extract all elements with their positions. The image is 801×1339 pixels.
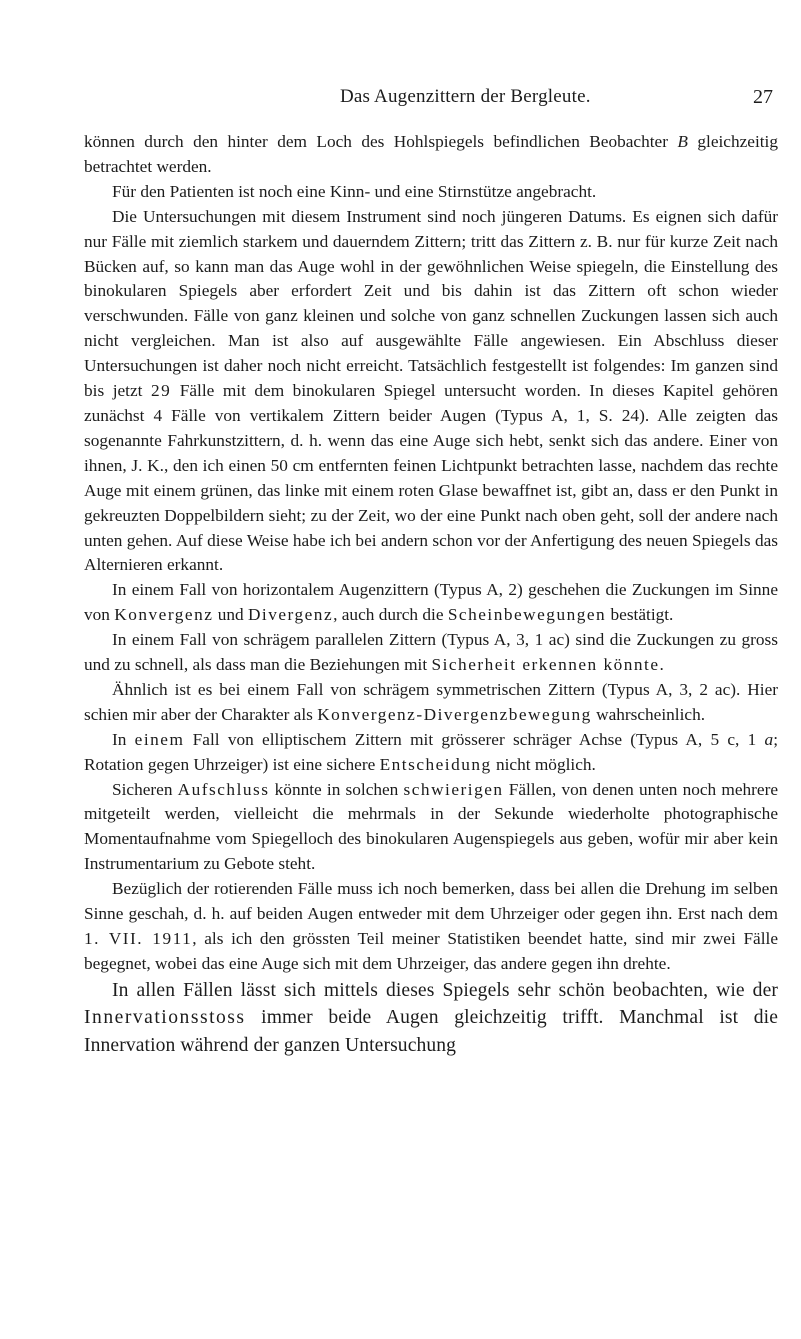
text-run: Fällen, von denen unten noch mehrere mitgeteilt werden, vielleicht die mehrmals in der Sekunde wiederholte photographische Momentaufnahme vom Spiegelloch des binokularen Augenspiegels aus geben, wofür mir aber kein Instrumentarium zu Gebote steht.	[84, 779, 778, 874]
text-run: , als ich den grössten Teil meiner Statistiken beendet hatte, sind mir zwei Fälle begegnet, wobei das eine Auge sich mit dem Uhrzeiger, das andere gegen ihn drehte.	[84, 929, 778, 973]
text-run: Sicheren	[112, 779, 178, 799]
page-number: 27	[753, 86, 773, 108]
text-run: könnte in solchen	[269, 779, 404, 799]
paragraph	[84, 728, 778, 778]
paragraph	[84, 977, 778, 1060]
text-run: In allen Fällen lässt sich mittels dieses Spiegels sehr schön beobachten, wie der	[112, 979, 778, 1001]
body-text	[84, 130, 778, 1059]
text-run: Fall von elliptischem Zittern mit grösserer schräger Achse (Typus A, 5 c, 1	[184, 729, 765, 749]
paragraph	[84, 877, 778, 977]
text-run: ; Rotation gegen Uhrzeiger) ist eine sichere	[84, 729, 778, 774]
text-run: .	[659, 655, 664, 675]
paragraph	[84, 130, 778, 180]
spaced-emphasis: einem	[134, 729, 185, 749]
paragraph	[84, 578, 778, 628]
text-run: bestätigt.	[606, 605, 674, 625]
text-run: In einem Fall von schrägem parallelen Zittern (Typus A, 3, 1 ac) sind die Zuckungen zu gross und zu schnell, als dass man die Beziehungen mit	[84, 630, 778, 675]
text-run: Fälle mit dem binokularen Spiegel untersucht worden. In dieses Kapitel gehören zunächst 4 Fälle von vertikalem Zittern beider Augen (Typus A, 1, S. 24). Alle zeigten das sogenannte Fahrkunstzittern, d. h. wenn das eine Auge sich hebt, senkt sich das andere. Einer von ihnen, J. K., den ich einen 50 cm entfernten feinen Lichtpunkt betrachten lasse, nachdem das rechte Auge mit einem grünen, das linke mit einem roten Glase bewaffnet ist, gibt an, dass er den Punkt in gekreuzten Doppelbildern sieht; zu der Zeit, wo der eine Punkt nach oben geht, soll der andere nach unten gehen. Auf diese Weise habe ich bei andern schon vor der Anfertigung des neuen Spiegels das Alternieren erkannt.	[84, 381, 778, 575]
text-run: und	[213, 605, 248, 625]
spaced-emphasis: Entscheidung	[379, 754, 492, 774]
paragraph	[84, 778, 778, 878]
spaced-emphasis: Scheinbewegungen	[447, 605, 607, 625]
spaced-emphasis: Konvergenz	[114, 605, 214, 625]
paragraph	[84, 628, 778, 678]
running-head	[0, 86, 801, 116]
paragraph	[84, 180, 778, 205]
text-run: gleichzeitig betrachtet werden.	[84, 132, 778, 176]
text-run: nicht möglich.	[491, 754, 596, 774]
spaced-emphasis: 29	[150, 381, 172, 401]
text-run: , auch durch die	[333, 605, 448, 625]
text-run: Bezüglich der rotierenden Fälle muss ich noch bemerken, dass bei allen die Drehung im selben Sinne geschah, d. h. auf beiden Augen entweder mit dem Uhrzeiger oder gegen ihn. Erst nach dem	[84, 879, 778, 924]
spaced-emphasis: 1. VII. 1911	[84, 929, 193, 948]
text-run: Die Untersuchungen mit diesem Instrument sind noch jüngeren Datums. Es eignen sich dafür nur Fälle mit ziemlich starkem und dauerndem Zittern; tritt das Zittern z. B. nur für kurze Zeit nach Bücken auf, so kann man das Auge wohl in der gewöhnlichen Weise spiegeln, die Einstellung des binokularen Spiegels aber erfordert Zeit und bis dahin ist das Zittern oft schon wieder verschwunden. Fälle von ganz kleinen und solche von ganz schnellen Zuckungen lassen sich auch nicht vergleichen. Man ist also auf ausgewählte Fälle angewiesen. Ein Abschluss dieser Untersuchungen ist daher noch nicht erreicht. Tatsächlich festgestellt ist folgendes: Im ganzen sind bis jetzt	[84, 206, 778, 401]
italic-text: B	[677, 132, 688, 151]
paragraph	[84, 205, 778, 579]
text-run: wahrscheinlich.	[591, 704, 706, 724]
italic-text: a	[764, 729, 774, 749]
spaced-emphasis: Divergenz	[247, 605, 334, 625]
spaced-emphasis: Aufschluss	[177, 779, 270, 799]
spaced-emphasis: Konvergenz-Divergenzbewegung	[317, 704, 592, 724]
spaced-emphasis: Sicherheit erkennen könnte	[431, 655, 660, 675]
paragraph	[84, 678, 778, 728]
text-run: Ähnlich ist es bei einem Fall von schrägem symmetrischen Zittern (Typus A, 3, 2 ac). Hier schien mir aber der Charakter als	[84, 679, 778, 724]
text-run: In	[112, 729, 135, 749]
running-title: Das Augenzittern der Bergleute.	[340, 86, 591, 107]
spaced-emphasis: schwierigen	[403, 779, 504, 799]
spaced-emphasis: Innervationsstoss	[84, 1007, 246, 1029]
text-run: können durch den hinter dem Loch des Hohlspiegels befindlichen Beobachter	[84, 132, 678, 151]
text-run: immer beide Augen gleichzeitig trifft. Manchmal ist die Innervation während der ganzen Untersuchung	[84, 1007, 778, 1056]
text-run: In einem Fall von horizontalem Augenzittern (Typus A, 2) geschehen die Zuckungen im Sinne von	[84, 580, 778, 625]
text-run: Für den Patienten ist noch eine Kinn- und eine Stirnstütze angebracht.	[112, 181, 597, 201]
